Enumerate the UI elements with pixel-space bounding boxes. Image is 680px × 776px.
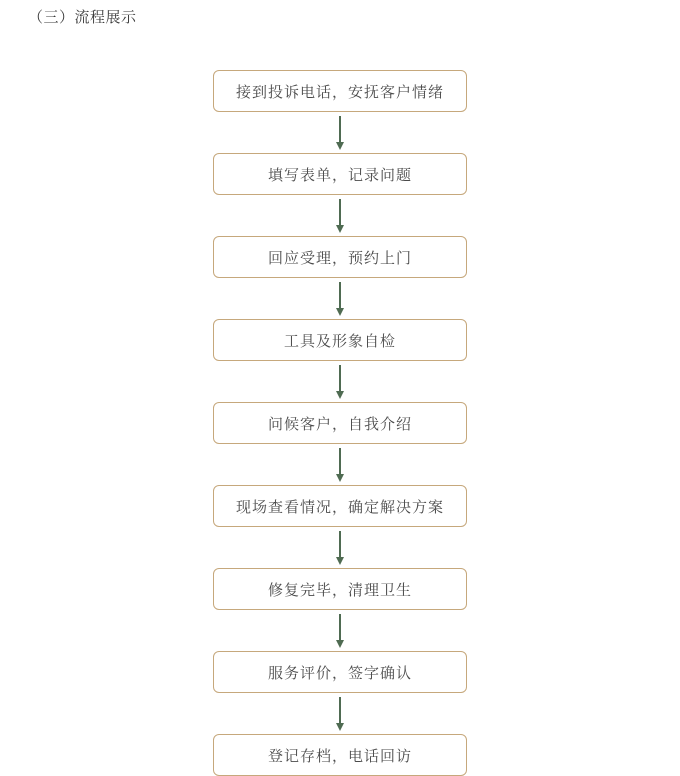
flow-arrow-down-icon bbox=[330, 278, 350, 319]
flow-node: 问候客户，自我介绍 bbox=[213, 402, 467, 444]
flow-arrow-down-icon bbox=[330, 527, 350, 568]
flow-node: 登记存档，电话回访 bbox=[213, 734, 467, 776]
page-title: （三）流程展示 bbox=[28, 9, 137, 26]
process-flow-diagram bbox=[0, 70, 680, 776]
flow-arrow-down-icon bbox=[330, 112, 350, 153]
flow-arrow-down-icon bbox=[330, 693, 350, 734]
flow-node: 工具及形象自检 bbox=[213, 319, 467, 361]
flow-node: 回应受理，预约上门 bbox=[213, 236, 467, 278]
flow-node: 现场查看情况，确定解决方案 bbox=[213, 485, 467, 527]
flow-node: 修复完毕，清理卫生 bbox=[213, 568, 467, 610]
flow-arrow-down-icon bbox=[330, 195, 350, 236]
flow-node: 填写表单，记录问题 bbox=[213, 153, 467, 195]
flow-arrow-down-icon bbox=[330, 444, 350, 485]
flow-arrow-down-icon bbox=[330, 361, 350, 402]
flow-arrow-down-icon bbox=[330, 610, 350, 651]
flow-node: 服务评价，签字确认 bbox=[213, 651, 467, 693]
flow-node: 接到投诉电话，安抚客户情绪 bbox=[213, 70, 467, 112]
